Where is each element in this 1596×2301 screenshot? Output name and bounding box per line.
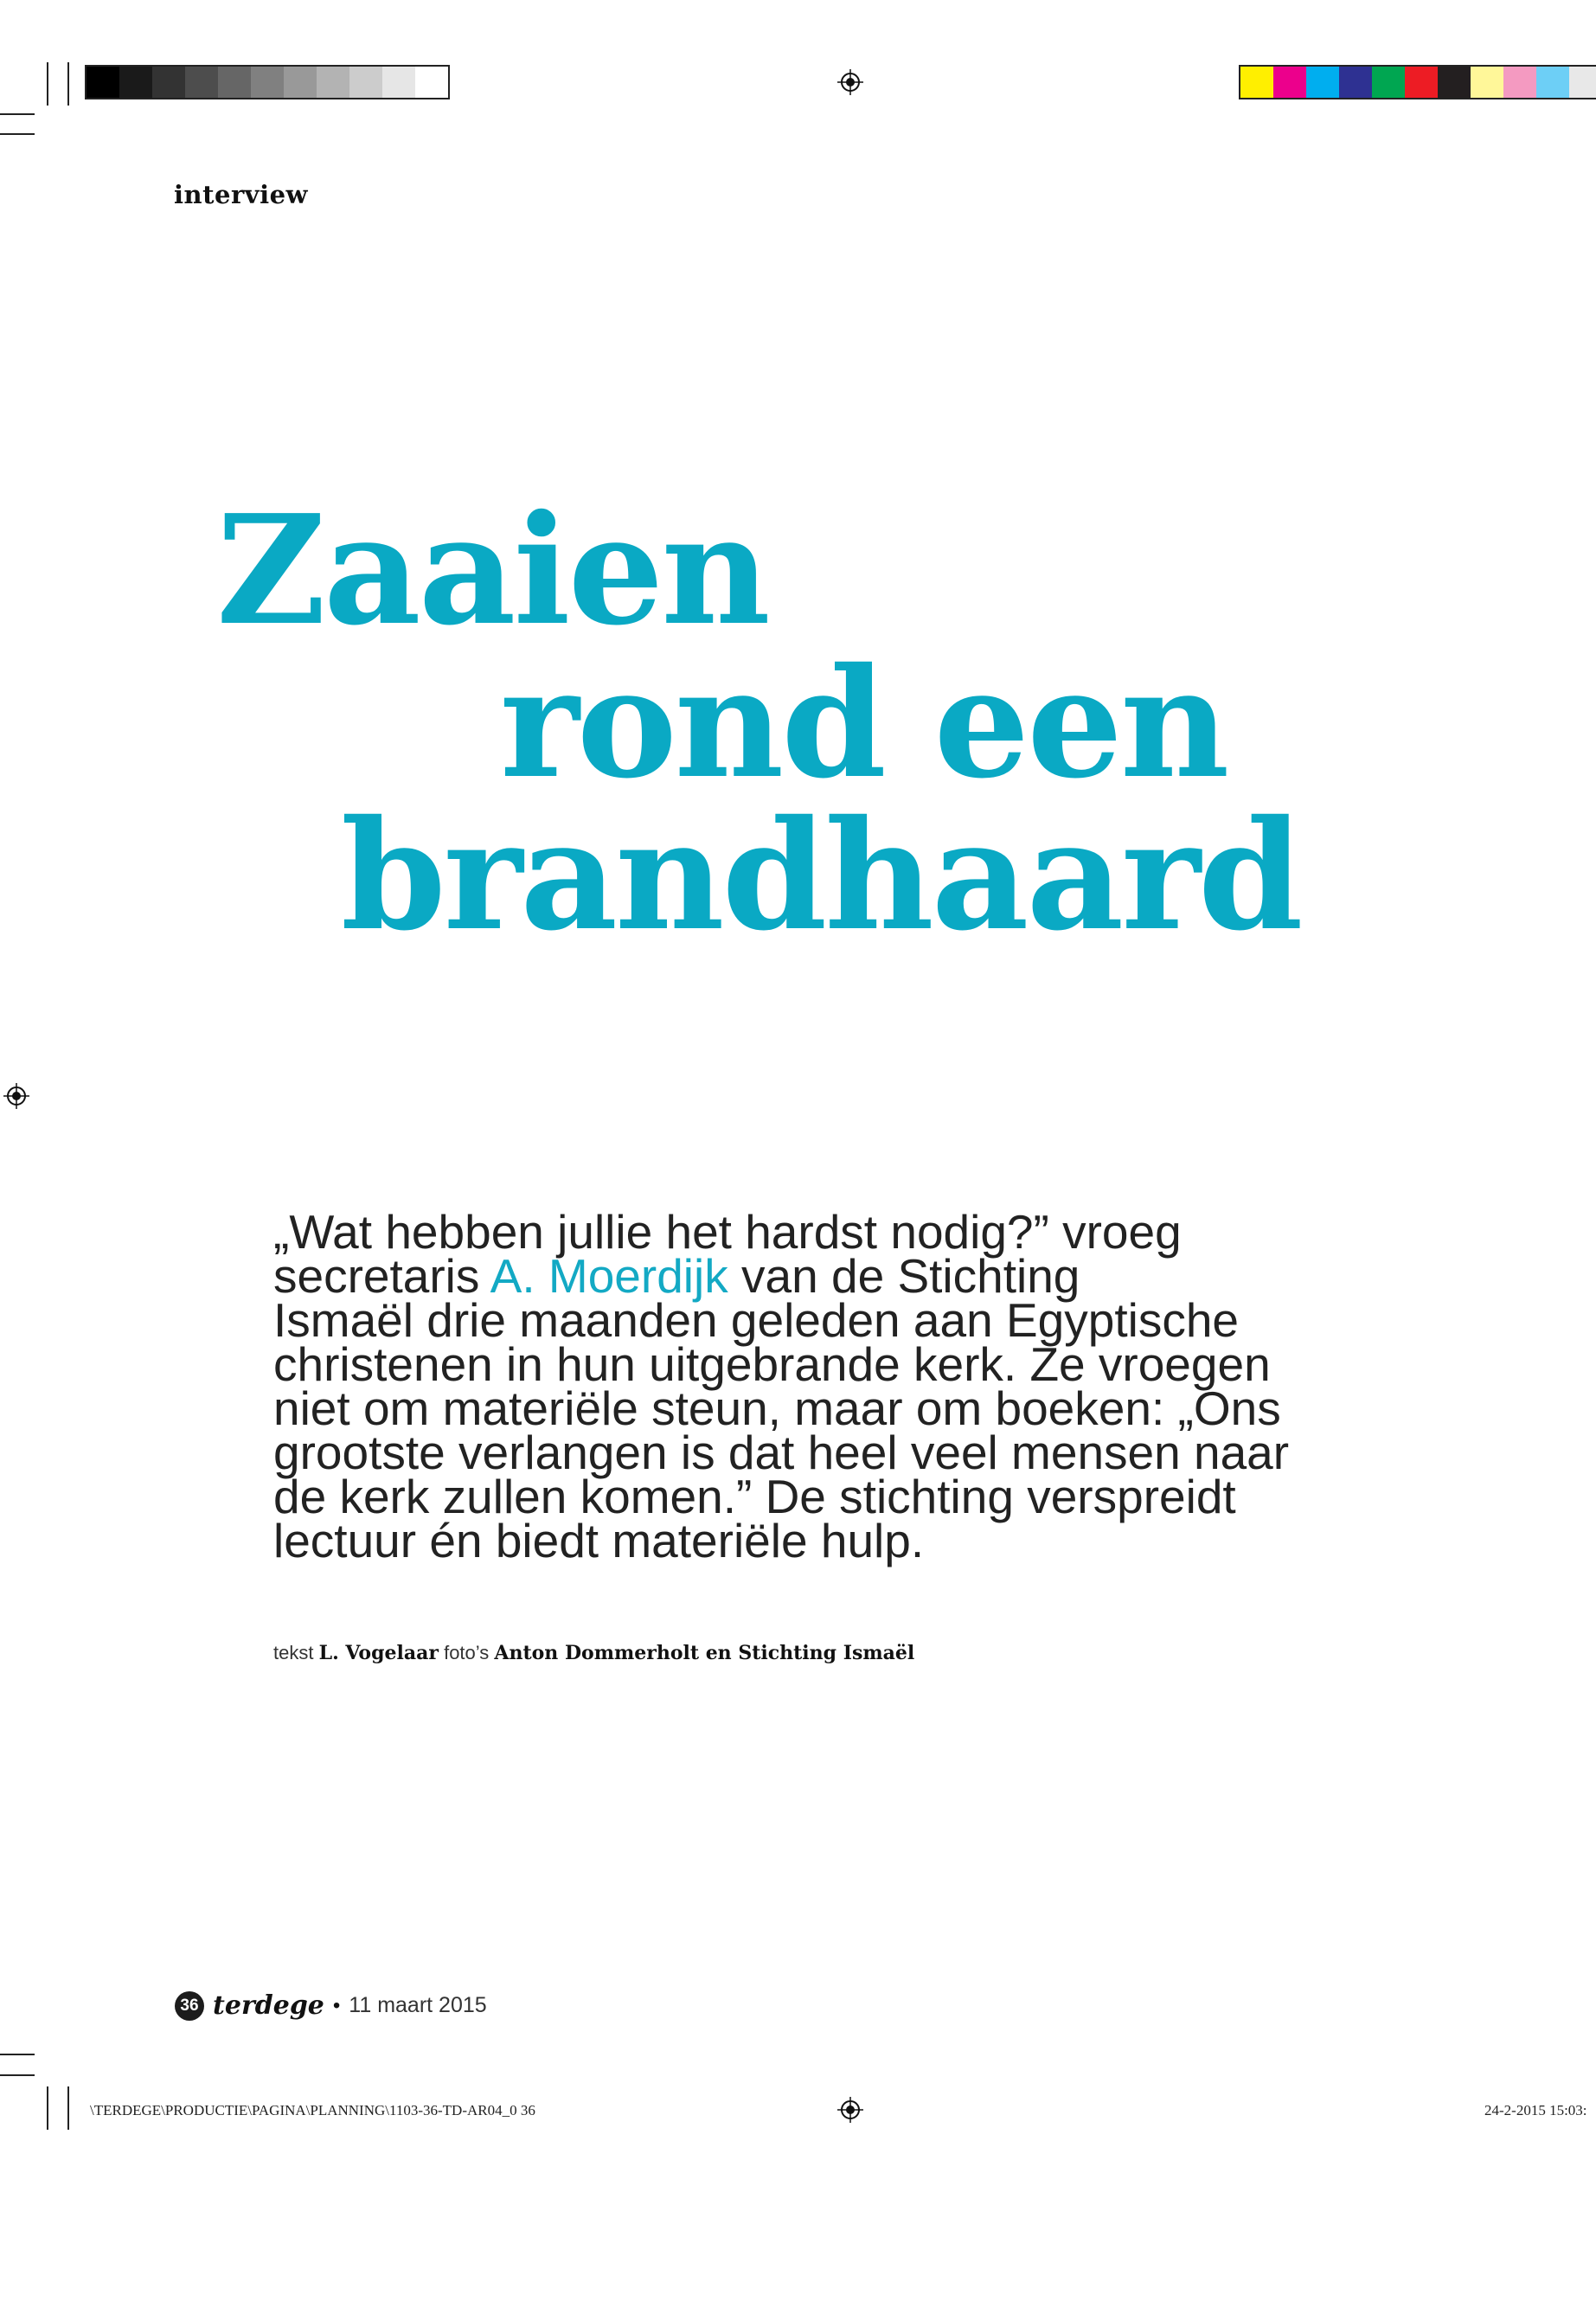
lead-line: grootste verlangen is dat heel veel mensen naar	[273, 1426, 1290, 1479]
color-swatch	[218, 67, 251, 98]
headline-line-3: brandhaard	[341, 788, 1301, 965]
crop-mark	[0, 2074, 35, 2076]
color-swatch	[1240, 67, 1273, 98]
crop-mark	[47, 62, 48, 106]
color-swatch	[284, 67, 317, 98]
color-swatch	[1438, 67, 1471, 98]
lead-text: van de Stichting	[727, 1249, 1080, 1303]
color-swatch	[1405, 67, 1438, 98]
color-swatch	[152, 67, 185, 98]
file-path-slug: \TERDEGE\PRODUCTIE\PAGINA\PLANNING\1103-36-TD-AR04_0 36	[90, 2102, 535, 2118]
color-swatch	[382, 67, 415, 98]
photo-credit-label: foto’s	[444, 1642, 490, 1663]
color-swatch	[1372, 67, 1405, 98]
color-swatch	[1471, 67, 1503, 98]
lead-line: „Wat hebben jullie het hardst nodig?” vroeg	[273, 1205, 1182, 1259]
crop-mark	[0, 133, 35, 135]
footer-separator: •	[332, 1993, 341, 2017]
lead-line: lectuur én biedt materiële hulp.	[273, 1514, 925, 1567]
issue-date: 11 maart 2015	[349, 1993, 487, 2017]
byline-credits	[273, 1642, 914, 1664]
registration-crosshair-icon	[837, 69, 863, 95]
color-control-strip	[1239, 65, 1596, 99]
magazine-logo: terdege	[213, 1990, 324, 2021]
section-label: interview	[174, 180, 309, 209]
author-name: L. Vogelaar	[318, 1642, 439, 1664]
headline-line-1: Zaaien	[216, 483, 768, 659]
color-swatch	[1536, 67, 1569, 98]
headline-line-2: rond een	[500, 636, 1227, 812]
lead-line: Ismaël drie maanden geleden aan Egyptische	[273, 1293, 1240, 1347]
crop-mark	[0, 113, 35, 115]
color-swatch	[415, 67, 448, 98]
color-swatch	[251, 67, 284, 98]
color-swatch	[1569, 67, 1596, 98]
photographer-names: Anton Dommerholt en Stichting Ismaël	[494, 1642, 915, 1664]
lead-line	[273, 1249, 1381, 1303]
lead-line: christenen in hun uitgebrande kerk. Ze vroegen	[273, 1337, 1271, 1391]
person-name-highlight: A. Moerdijk	[490, 1249, 728, 1303]
color-swatch	[87, 67, 119, 98]
color-swatch	[1306, 67, 1339, 98]
registration-crosshair-icon	[3, 1083, 29, 1109]
color-swatch	[119, 67, 152, 98]
timestamp-slug: 24-2-2015 15:03:	[1484, 2102, 1587, 2118]
text-credit-label: tekst	[273, 1642, 314, 1663]
lead-text: secretaris	[273, 1249, 490, 1303]
grayscale-control-strip	[85, 65, 450, 99]
color-swatch	[185, 67, 218, 98]
crop-mark	[0, 2054, 35, 2055]
lead-line: de kerk zullen komen.” De stichting verspreidt	[273, 1470, 1236, 1523]
crop-mark	[67, 62, 69, 106]
crop-mark	[47, 2086, 48, 2130]
color-swatch	[1339, 67, 1372, 98]
lead-paragraph	[273, 1205, 1381, 1567]
crop-mark	[67, 2086, 69, 2130]
registration-crosshair-icon	[837, 2097, 863, 2123]
color-swatch	[317, 67, 349, 98]
lead-line: niet om materiële steun, maar om boeken: „Ons	[273, 1381, 1281, 1435]
color-swatch	[1503, 67, 1536, 98]
color-swatch	[349, 67, 382, 98]
page-footer	[175, 1990, 487, 2021]
color-swatch	[1273, 67, 1306, 98]
page-number-badge: 36	[175, 1991, 204, 2021]
